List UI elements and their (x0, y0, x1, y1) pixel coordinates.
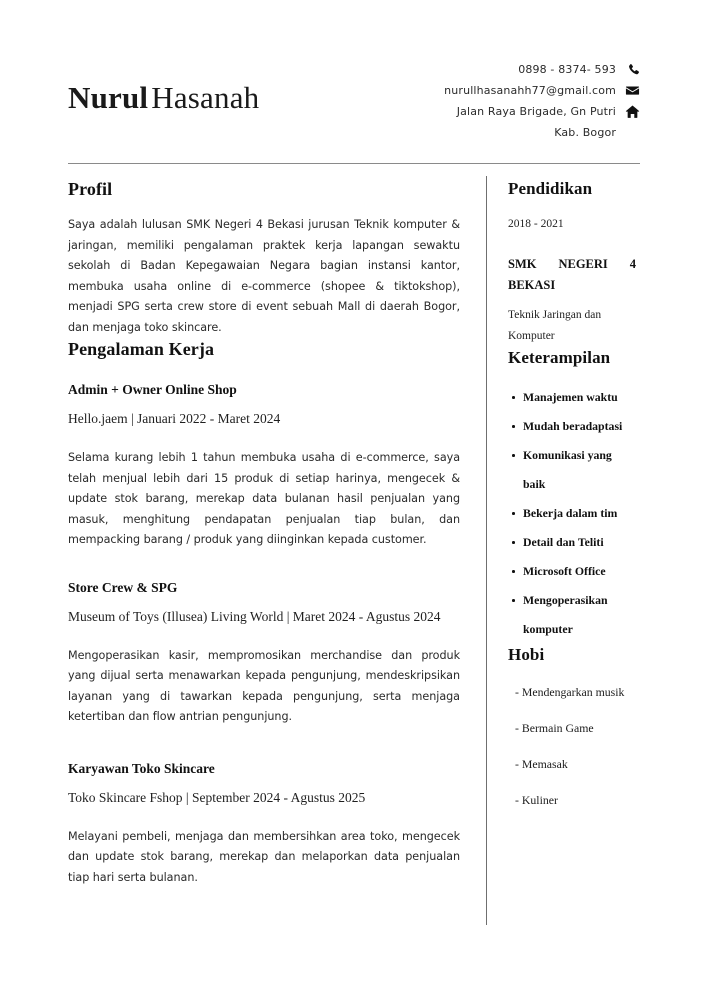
job-title: Karyawan Toko Skincare (68, 760, 215, 776)
experience-item (68, 579, 460, 728)
skill-item: Komunikasi yang (523, 441, 658, 470)
job-description: Melayani pembeli, menjaga dan membersihkan area toko, mengecek dan update stok barang, merekap dan melaporkan data penjualan tiap hari serta bulanan. (68, 829, 460, 884)
candidate-name (68, 80, 259, 116)
job-company-dates: Museum of Toys (Illusea) Living World | Maret 2024 - Agustus 2024 (68, 608, 441, 624)
column-divider (486, 176, 487, 925)
contact-email-row (444, 83, 640, 98)
hobby-item: - Memasak (515, 757, 568, 771)
skill-item: Manajemen waktu (523, 383, 658, 412)
job-company-dates: Toko Skincare Fshop | September 2024 - Agustus 2025 (68, 789, 366, 805)
job-title: Admin + Owner Online Shop (68, 382, 237, 397)
profil-paragraph: Saya adalah lulusan SMK Negeri 4 Bekasi jurusan Teknik komputer & jaringan, memiliki pengalaman praktek kerja lapangan sewaktu sekolah di Badan Kepegawaian Negara bagian instansi kantor, membuka usaha online di e-commerce (shopee & tiktokshop), menjadi SPG serta crew store di event sebuah Mall di daerah Bogor, dan menjaga toko skincare. (68, 218, 460, 334)
home-icon (625, 104, 640, 119)
skill-item: Microsoft Office (523, 557, 658, 586)
job-title: Store Crew & SPG (68, 579, 178, 595)
job-description: Mengoperasikan kasir, mempromosikan merchandise dan produk yang dijual serta menawarkan kepada pengunjung, mendeskripsikan layanan yang di tawarkan kepada pengunjung, serta menjaga ketertiban dan flow antrian pengunjung. (68, 648, 460, 723)
contact-email-text: nurullhasanahh77@gmail.com (444, 84, 616, 97)
section-heading-experience: Pengalaman Kerja (68, 339, 215, 359)
section-heading-profil: Profil (68, 179, 113, 199)
education-major: Teknik Jaringan dan Komputer (508, 309, 602, 342)
skill-item-continuation: komputer (523, 622, 573, 636)
contact-block (310, 62, 640, 140)
resume-header (68, 62, 640, 158)
section-heading-skills: Keterampilan (508, 348, 611, 367)
contact-city-row (554, 125, 640, 140)
skill-item: Detail dan Teliti (523, 528, 658, 557)
education-school: SMK NEGERI 4 BEKASI (508, 257, 636, 292)
skill-item-continuation: baik (523, 477, 546, 491)
header-divider (68, 163, 640, 164)
skill-item: Bekerja dalam tim (523, 499, 658, 528)
hobby-item: - Kuliner (515, 793, 558, 807)
contact-address-row (457, 104, 640, 119)
candidate-first-name: Nurul (68, 80, 149, 115)
skill-item: Mengoperasikan (523, 586, 658, 615)
education-years: 2018 - 2021 (508, 218, 564, 230)
job-description: Selama kurang lebih 1 tahun membuka usaha di e-commerce, saya telah menjual lebih dari 15 produk di setiap harinya, mengecek & update stok barang, merekap data bulanan hasil penjualan yang masuk, menghitung pendapatan penjualan tiap bulan, dan mempacking barang / produk yang diinginkan kepada customer. (68, 451, 460, 546)
contact-phone-row (518, 62, 640, 77)
contact-address-text: Jalan Raya Brigade, Gn Putri (456, 105, 616, 118)
sidebar-column (508, 178, 658, 828)
contact-phone-text: 0898 - 8374- 593 (518, 63, 616, 76)
section-heading-education: Pendidikan (508, 179, 593, 198)
experience-item (68, 760, 460, 889)
hobby-item: - Bermain Game (515, 721, 594, 735)
phone-icon (625, 62, 640, 77)
hobby-item: - Mendengarkan musik (515, 685, 625, 699)
experience-item (68, 381, 460, 551)
contact-city-text: Kab. Bogor (554, 126, 616, 139)
section-heading-hobbies: Hobi (508, 645, 545, 664)
envelope-icon (625, 83, 640, 98)
hobbies-list (508, 684, 658, 808)
main-column (68, 178, 460, 888)
skill-item: Mudah beradaptasi (523, 412, 658, 441)
job-company-dates: Hello.jaem | Januari 2022 - Maret 2024 (68, 411, 281, 426)
skills-list (508, 383, 658, 644)
candidate-last-name: Hasanah (151, 80, 260, 115)
